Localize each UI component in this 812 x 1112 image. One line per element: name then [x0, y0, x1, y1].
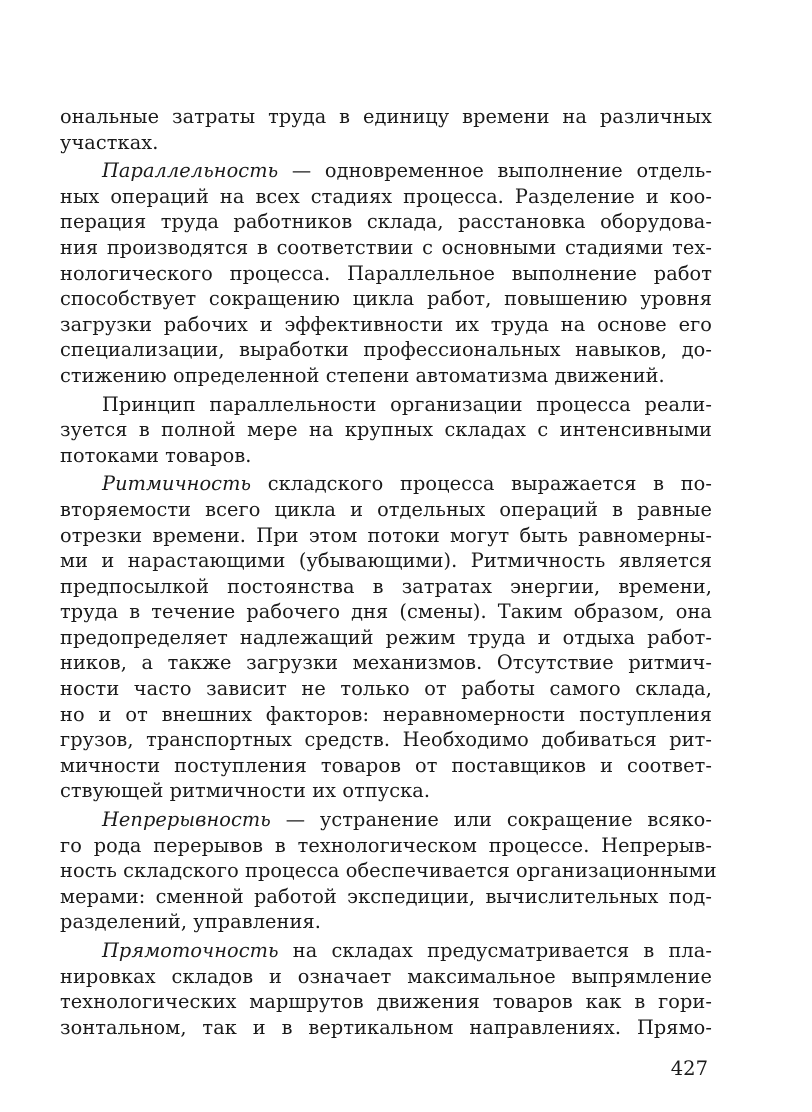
- text-line: [60, 312, 712, 338]
- text-line: [60, 130, 712, 156]
- line-text: ми и нарастающими (убывающими). Ритмичность является: [60, 549, 712, 573]
- line-text: отрезки времени. При этом потоки могут быть равномерны-: [60, 523, 712, 547]
- line-text: стижению определенной степени автоматизма движений.: [60, 363, 665, 387]
- text-line: [60, 235, 712, 261]
- text-line: [60, 209, 712, 235]
- text-line: [60, 443, 712, 469]
- line-text: нологического процесса. Параллельное выполнение работ: [60, 261, 712, 285]
- line-text: загрузки рабочих и эффективности их труда на основе его: [60, 312, 712, 336]
- text-line: [60, 261, 712, 287]
- text-line: [60, 778, 712, 804]
- text-line: [60, 184, 712, 210]
- line-text: Принцип параллельности организации процесса реали-: [102, 392, 712, 416]
- text-line: [60, 909, 712, 935]
- line-text: способствует сокращению цикла работ, повышению уровня: [60, 287, 712, 311]
- line-text: го рода перерывов в технологическом процессе. Непрерыв-: [60, 833, 712, 857]
- line-text: ности часто зависит не только от работы самого склада,: [60, 677, 712, 701]
- text-line: [60, 104, 712, 130]
- text-line: [60, 392, 712, 418]
- line-text: мичности поступления товаров от поставщиков и соответ-: [60, 753, 712, 777]
- text-line: [60, 676, 712, 702]
- paragraph-start-line: [60, 158, 712, 184]
- text-line: [60, 523, 712, 549]
- line-text: разделений, управления.: [60, 910, 321, 934]
- line-text: вторяемости всего цикла и отдельных операций в равные: [60, 497, 712, 521]
- text-line: [60, 574, 712, 600]
- line-text: ность складского процесса обеспечивается организационными: [60, 859, 717, 883]
- line-text: труда в течение рабочего дня (смены). Таким образом, она: [60, 600, 712, 624]
- line-text: на складах предусматривается в пла-: [278, 939, 712, 962]
- text-line: [60, 858, 717, 884]
- line-text: ствующей ритмичности их отпуска.: [60, 779, 431, 803]
- line-text: складского процесса выражается в по-: [251, 472, 712, 496]
- line-text: грузов, транспортных средств. Необходимо добиваться рит-: [60, 728, 712, 752]
- text-line: [60, 599, 712, 625]
- text-line: [60, 650, 712, 676]
- line-text: ния производятся в соответствии с основными стадиями тех-: [60, 235, 712, 259]
- line-text: предопределяет надлежащий режим труда и отдыха работ-: [60, 625, 712, 649]
- text-line: [60, 989, 712, 1015]
- line-text: но и от внешних факторов: неравномерности поступления: [60, 702, 712, 726]
- line-text: ных операций на всех стадиях процесса. Разделение и коо-: [60, 184, 712, 208]
- line-text: мерами: сменной работой экспедиции, вычислительных под-: [60, 884, 712, 908]
- line-text: технологических маршрутов движения товаров как в гори-: [60, 990, 712, 1014]
- text-line: [60, 497, 712, 523]
- line-text: специализации, выработки профессиональных навыков, до-: [60, 338, 712, 362]
- text-line: [60, 702, 712, 728]
- text-line: [60, 833, 712, 859]
- paragraph-start-line: [60, 471, 712, 497]
- line-text: — одновременное выполнение отдель-: [278, 159, 712, 183]
- line-text: зуется в полной мере на крупных складах с интенсивными: [60, 418, 712, 442]
- line-text: предпосылкой постоянства в затратах энергии, времени,: [60, 574, 712, 598]
- text-line: [60, 753, 712, 779]
- line-text: перация труда работников склада, расстановка оборудова-: [60, 210, 712, 234]
- term-italic: Параллельность: [102, 159, 279, 183]
- text-line: [60, 1015, 712, 1041]
- line-text: потоками товаров.: [60, 443, 252, 467]
- line-text: зонтальном, так и в вертикальном направлениях. Прямо-: [60, 1015, 712, 1039]
- page-body-text: [60, 104, 717, 1040]
- term-italic: Непрерывность: [102, 808, 271, 832]
- paragraph-start-line: [60, 807, 712, 833]
- paragraph-start-line: [60, 938, 712, 964]
- line-text: ников, а также загрузки механизмов. Отсутствие ритмич-: [60, 651, 712, 675]
- term-italic: Ритмичность: [102, 472, 252, 496]
- line-text: — устранение или сокращение всяко-: [270, 808, 712, 832]
- text-line: [60, 286, 712, 312]
- line-text: ональные затраты труда в единицу времени на различных: [60, 105, 712, 128]
- text-line: [60, 625, 712, 651]
- line-text: нировках складов и означает максимальное выпрямление: [60, 964, 712, 988]
- text-line: [60, 548, 712, 574]
- text-line: [60, 417, 712, 443]
- term-italic: Прямоточность: [102, 939, 279, 962]
- line-text: участках.: [60, 130, 159, 154]
- text-line: [60, 363, 712, 389]
- text-line: [60, 337, 712, 363]
- page-number: 427: [670, 1057, 708, 1080]
- text-line: [60, 964, 712, 990]
- text-line: [60, 884, 712, 910]
- text-line: [60, 727, 712, 753]
